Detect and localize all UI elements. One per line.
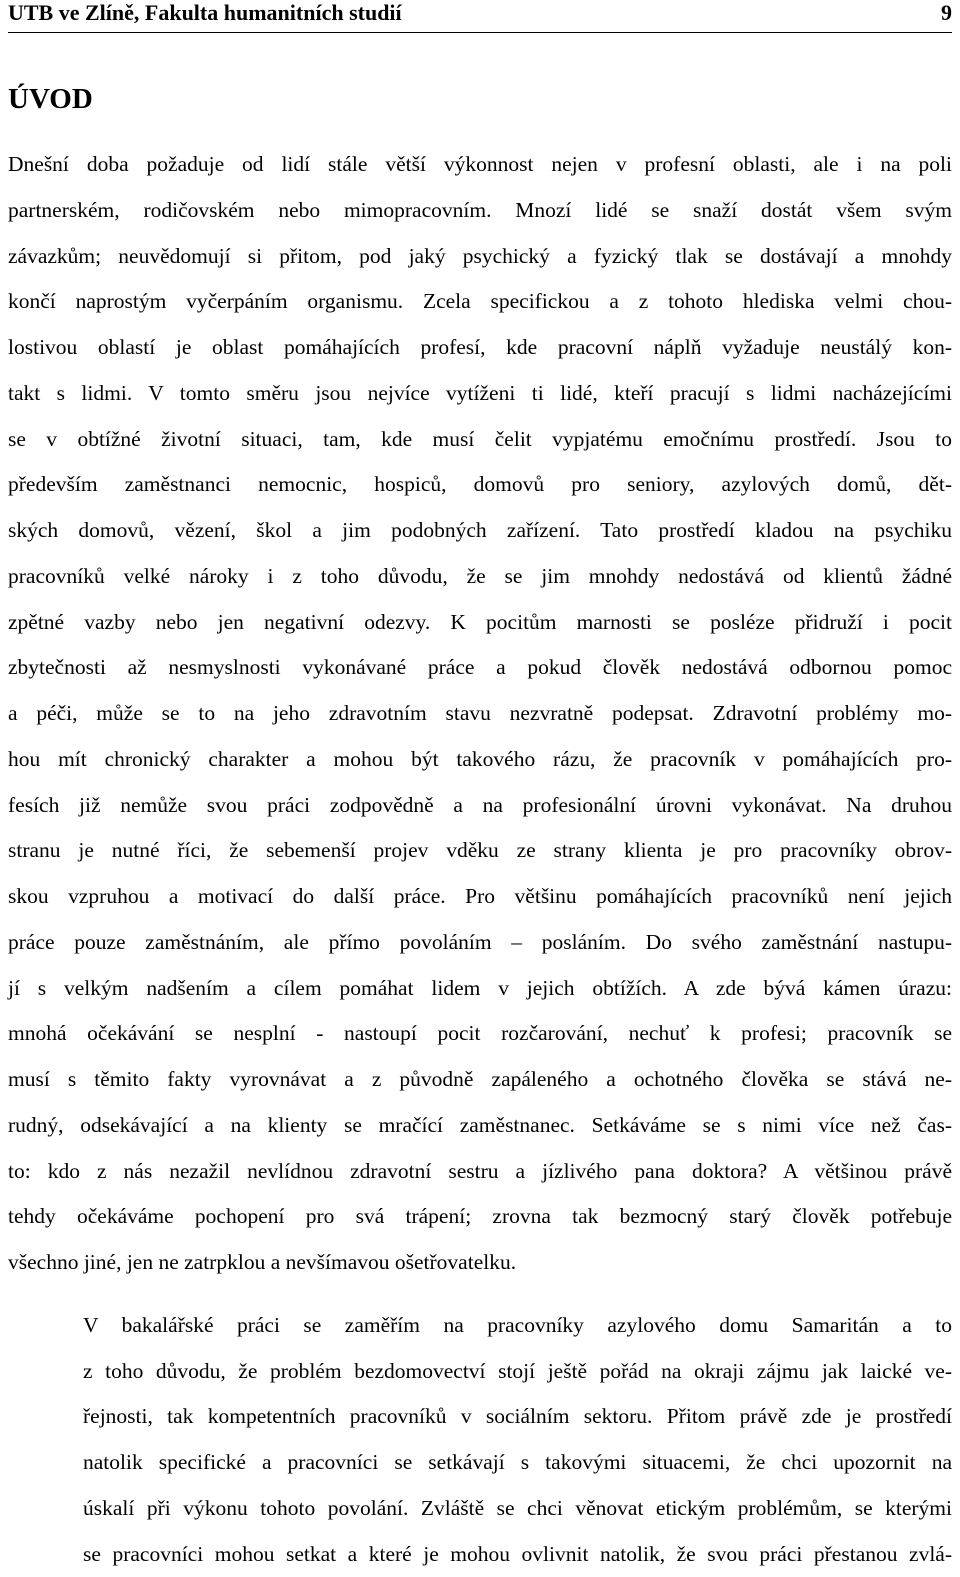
text-line: pracovníků velké nároky i z toho důvodu, že se jim mnohdy nedostává od klientů žádné — [8, 554, 952, 600]
paragraph — [8, 142, 952, 1286]
body-text — [8, 142, 952, 1577]
text-line: skou vzpruhou a motivací do další práce. Pro většinu pomáhajících pracovníků není jejich — [8, 874, 952, 920]
page-number: 9 — [941, 0, 952, 26]
text-line: fesích již nemůže svou práci zodpovědně a na profesionální úrovni vykonávat. Na druhou — [8, 783, 952, 829]
text-line: mnohá očekávání se nesplní - nastoupí pocit rozčarování, nechuť k profesi; pracovník se — [8, 1011, 952, 1057]
text-line: stranu je nutné říci, že sebemenší projev vděku ze strany klienta je pro pracovníky obrov- — [8, 828, 952, 874]
text-line: partnerském, rodičovském nebo mimopracovním. Mnozí lidé se snaží dostát všem svým — [8, 188, 952, 234]
text-line: Dnešní doba požaduje od lidí stále větší výkonnost nejen v profesní oblasti, ale i na poli — [8, 142, 952, 188]
text-line: se v obtížné životní situaci, tam, kde musí čelit vypjatému emočnímu prostředí. Jsou to — [8, 417, 952, 463]
text-line: hou mít chronický charakter a mohou být takového rázu, že pracovník v pomáhajících pro- — [8, 737, 952, 783]
text-line: zpětné vazby nebo jen negativní odezvy. K pocitům marnosti se posléze přidruží i pocit — [8, 600, 952, 646]
text-line: jí s velkým nadšením a cílem pomáhat lidem v jejich obtížích. A zde bývá kámen úrazu: — [8, 966, 952, 1012]
text-line: především zaměstnanci nemocnic, hospiců, domovů pro seniory, azylových domů, dět- — [8, 462, 952, 508]
text-line: zbytečnosti až nesmyslnosti vykonávané práce a pokud člověk nedostává odbornou pomoc — [8, 645, 952, 691]
text-line: a péči, může se to na jeho zdravotním stavu nezvratně podepsat. Zdravotní problémy mo- — [8, 691, 952, 737]
text-line: práce pouze zaměstnáním, ale přímo povoláním – posláním. Do svého zaměstnání nastupu- — [8, 920, 952, 966]
paragraph — [8, 1303, 952, 1577]
text-line: z toho důvodu, že problém bezdomovectví stojí ještě pořád na okraji zájmu jak laické ve- — [8, 1349, 952, 1395]
text-line: ských domovů, vězení, škol a jim podobných zařízení. Tato prostředí kladou na psychiku — [8, 508, 952, 554]
text-line: rudný, odsekávající a na klienty se mračící zaměstnanec. Setkáváme se s nimi více než čas- — [8, 1103, 952, 1149]
section-heading: ÚVOD — [8, 80, 93, 118]
text-line: musí s těmito fakty vyrovnávat a z původně zapáleného a ochotného člověka se stává ne- — [8, 1057, 952, 1103]
running-header — [8, 0, 952, 33]
text-line: lostivou oblastí je oblast pomáhajících profesí, kde pracovní náplň vyžaduje neustálý kon- — [8, 325, 952, 371]
text-line: končí naprostým vyčerpáním organismu. Zcela specifickou a z tohoto hlediska velmi chou- — [8, 279, 952, 325]
text-line: závazkům; neuvědomují si přitom, pod jaký psychický a fyzický tlak se dostávají a mnohdy — [8, 234, 952, 280]
text-line: tehdy očekáváme pochopení pro svá trápení; zrovna tak bezmocný starý člověk potřebuje — [8, 1194, 952, 1240]
text-line: natolik specifické a pracovníci se setkávají s takovými situacemi, že chci upozornit na — [8, 1440, 952, 1486]
text-line: takt s lidmi. V tomto směru jsou nejvíce vytíženi ti lidé, kteří pracují s lidmi nacházejícími — [8, 371, 952, 417]
text-line: úskalí při výkonu tohoto povolání. Zvláště se chci věnovat etickým problémům, se kterými — [8, 1486, 952, 1532]
text-line: se pracovníci mohou setkat a které je mohou ovlivnit natolik, že svou práci přestanou zvlá- — [8, 1532, 952, 1577]
text-line: všechno jiné, jen ne zatrpklou a nevšímavou ošetřovatelku. — [8, 1240, 952, 1286]
text-line: řejnosti, tak kompetentních pracovníků v sociálním sektoru. Přitom právě zde je prostředí — [8, 1394, 952, 1440]
header-title: UTB ve Zlíně, Fakulta humanitních studií — [8, 0, 402, 26]
text-line: V bakalářské práci se zaměřím na pracovníky azylového domu Samaritán a to — [8, 1303, 952, 1349]
text-line: to: kdo z nás nezažil nevlídnou zdravotní sestru a jízlivého pana doktora? A většinou právě — [8, 1149, 952, 1195]
